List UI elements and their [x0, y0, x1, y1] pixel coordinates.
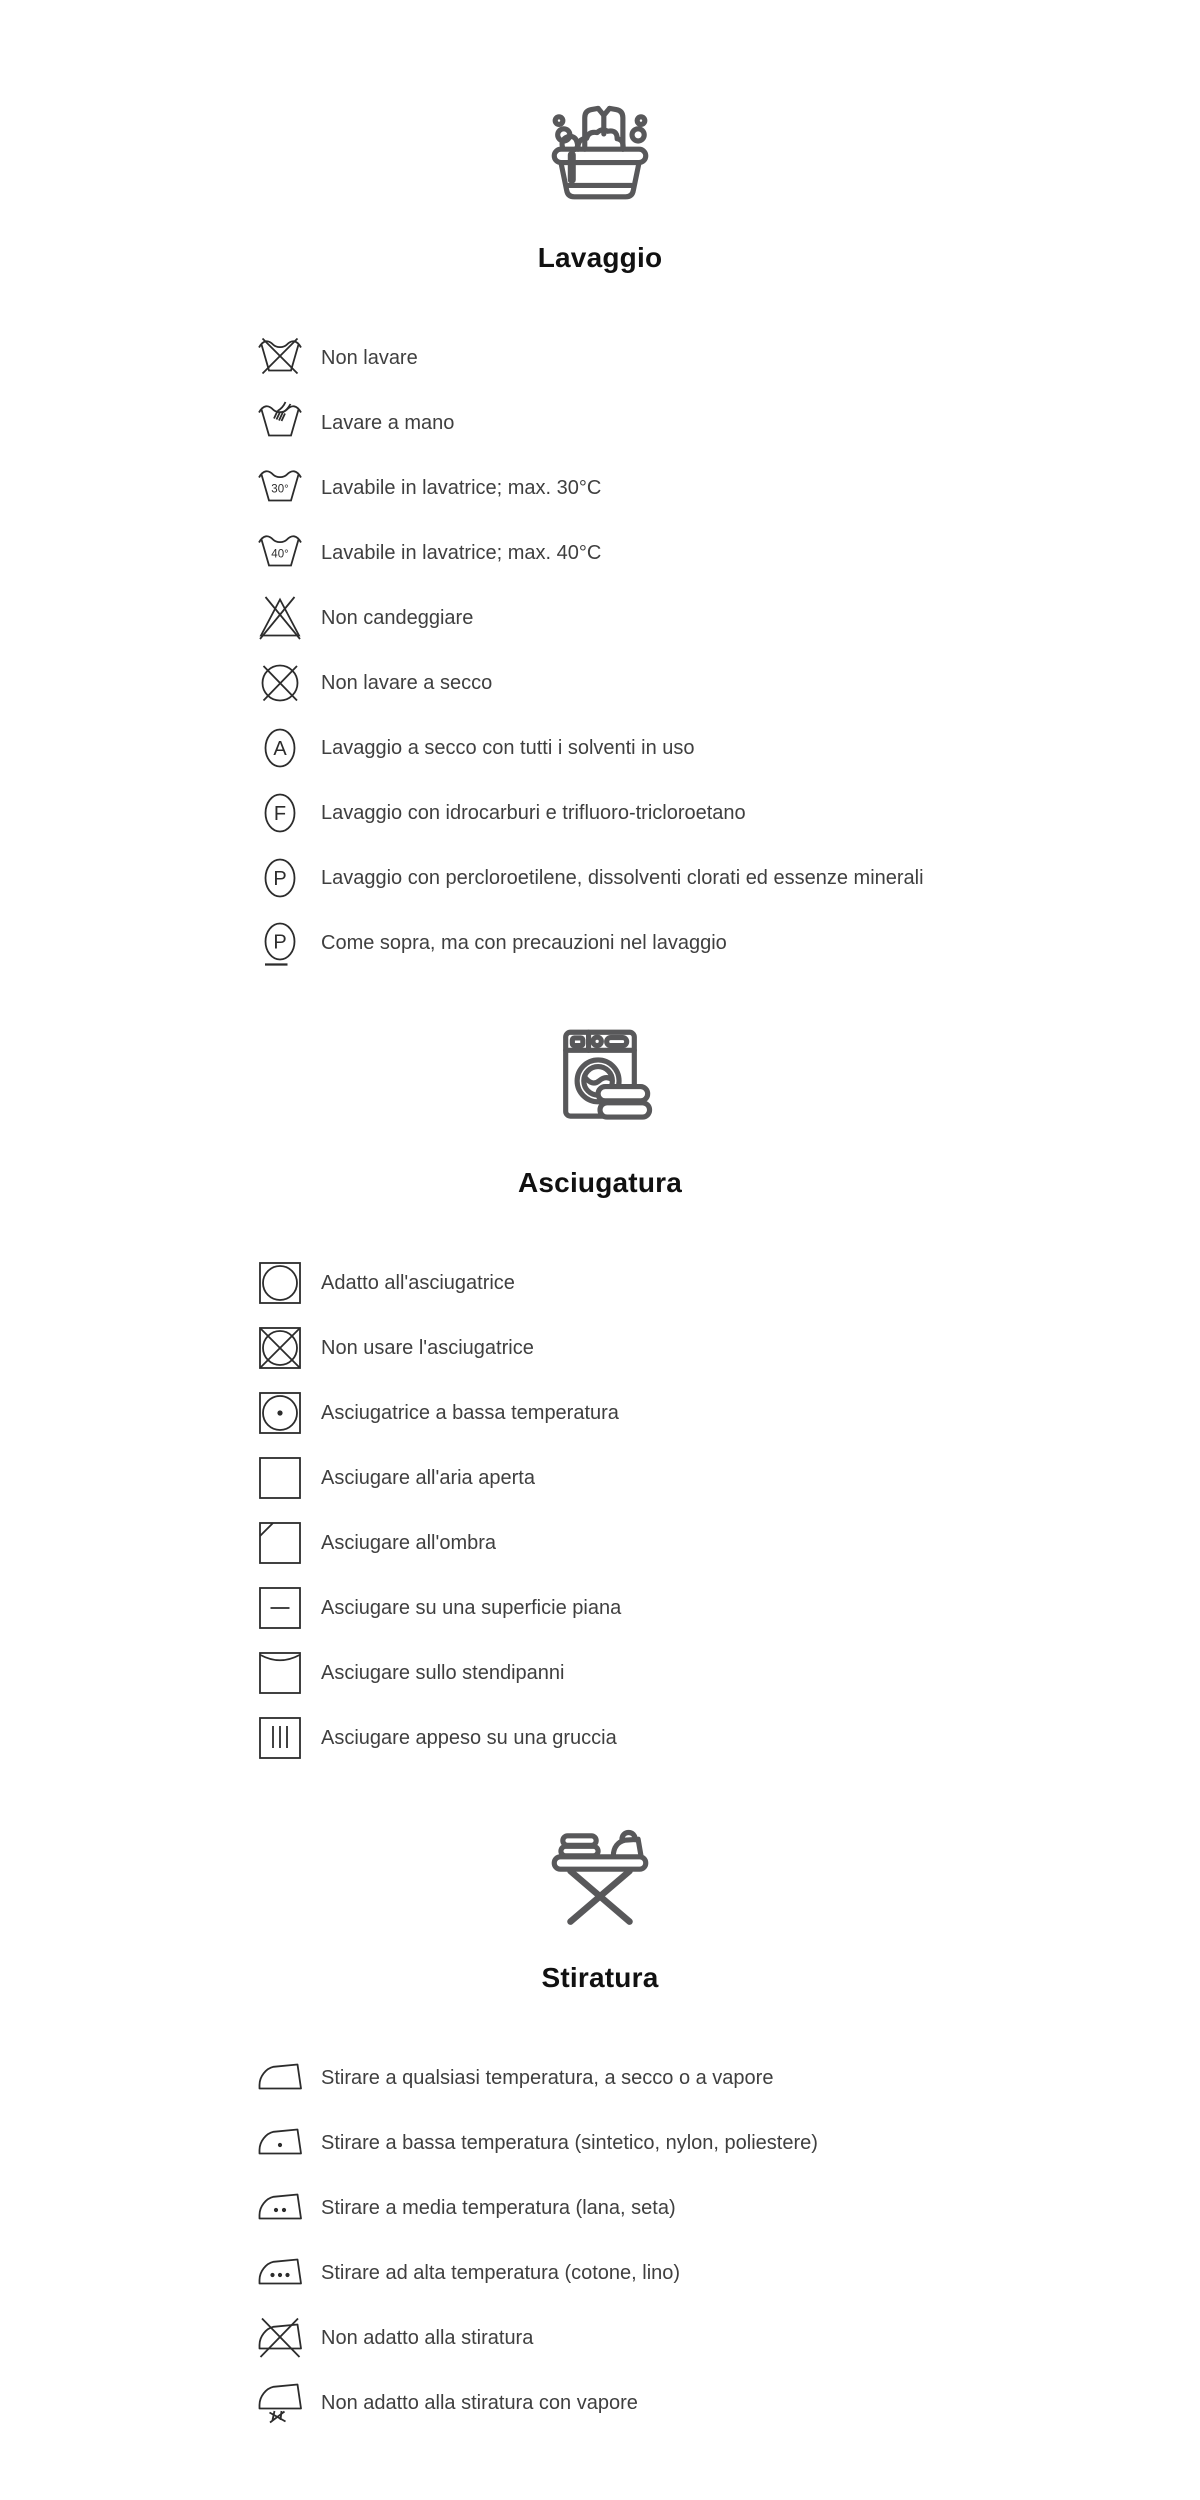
care-symbol-label: Non lavare a secco — [321, 672, 493, 694]
section-header — [250, 92, 950, 272]
care-symbol-row — [256, 854, 950, 902]
care-symbol-row — [256, 1389, 950, 1437]
dry-clean-perchloroethylene-mild-icon — [256, 919, 304, 967]
care-symbol-label: Asciugare all'aria aperta — [321, 1467, 535, 1489]
care-symbol-row — [256, 1714, 950, 1762]
care-symbol-row — [256, 1584, 950, 1632]
air-dry-icon — [256, 1454, 304, 1502]
section-title: Lavaggio — [537, 242, 663, 273]
do-not-tumble-dry-icon — [256, 1324, 304, 1372]
care-symbol-label: Asciugare su una superficie piana — [321, 1597, 622, 1619]
care-symbol-row — [256, 2249, 950, 2297]
care-symbol-label: Stirare a qualsiasi temperatura, a secco o a vapore — [321, 2067, 774, 2089]
care-symbol-label: Non usare l'asciugatrice — [321, 1337, 534, 1359]
care-symbol-row — [256, 2054, 950, 2102]
care-symbol-row — [256, 464, 950, 512]
iron-high-temp-icon — [256, 2249, 304, 2297]
care-symbol-label: Lavaggio con idrocarburi e trifluoro-tricloroetano — [321, 802, 746, 824]
do-not-wash-icon — [256, 334, 304, 382]
care-symbol-label: Asciugare appeso su una gruccia — [321, 1727, 617, 1749]
care-symbol-label: Stirare ad alta temperatura (cotone, lino) — [321, 2262, 681, 2284]
line-dry-icon — [256, 1649, 304, 1697]
care-symbol-label: Stirare a bassa temperatura (sintetico, nylon, poliestere) — [321, 2132, 818, 2154]
care-symbol-label: Asciugatrice a bassa temperatura — [321, 1402, 619, 1424]
svg-text:40°: 40° — [271, 548, 289, 561]
machine-wash-40-icon — [256, 529, 304, 577]
dry-clean-perchloroethylene-icon — [256, 854, 304, 902]
care-symbol-row — [256, 1454, 950, 1502]
section-header — [250, 1017, 950, 1197]
care-symbol-row — [256, 1324, 950, 1372]
dry-clean-any-solvent-icon — [256, 724, 304, 772]
care-symbol-label: Lavabile in lavatrice; max. 30°C — [321, 477, 602, 499]
section-title: Stiratura — [541, 1962, 659, 1993]
care-symbol-row — [256, 529, 950, 577]
care-symbol-row — [256, 724, 950, 772]
care-symbol-label: Adatto all'asciugatrice — [321, 1272, 515, 1294]
care-symbol-row — [256, 659, 950, 707]
hand-wash-icon — [256, 399, 304, 447]
care-symbol-row — [256, 2119, 950, 2167]
do-not-bleach-icon — [256, 594, 304, 642]
care-symbol-label: Non adatto alla stiratura con vapore — [321, 2392, 638, 2414]
svg-text:P: P — [273, 868, 287, 890]
ironing-symbol-list — [250, 2054, 950, 2427]
svg-text:30°: 30° — [271, 483, 289, 496]
iron-medium-temp-icon — [256, 2184, 304, 2232]
care-symbol-label: Non candeggiare — [321, 607, 474, 629]
care-symbol-label: Lavare a mano — [321, 412, 455, 434]
care-symbol-row — [256, 399, 950, 447]
svg-text:F: F — [273, 803, 287, 825]
iron-low-temp-icon — [256, 2119, 304, 2167]
care-symbol-label: Asciugare all'ombra — [321, 1532, 497, 1554]
section-asciugatura — [250, 1017, 950, 1762]
do-not-dry-clean-icon — [256, 659, 304, 707]
care-symbol-row — [256, 919, 950, 967]
section-lavaggio — [250, 92, 950, 967]
washing-symbol-list — [250, 334, 950, 967]
washing-basin-icon — [539, 92, 661, 214]
hang-dry-icon — [256, 1714, 304, 1762]
section-stiratura — [250, 1812, 950, 2427]
care-symbol-row — [256, 334, 950, 382]
dry-in-shade-icon — [256, 1519, 304, 1567]
care-symbol-row — [256, 2184, 950, 2232]
svg-text:A: A — [273, 738, 287, 760]
care-symbol-label: Non lavare — [321, 347, 418, 369]
machine-wash-30-icon — [256, 464, 304, 512]
svg-text:P: P — [273, 931, 287, 954]
tumble-dry-low-icon — [256, 1389, 304, 1437]
care-symbol-label: Stirare a media temperatura (lana, seta) — [321, 2197, 676, 2219]
drying-symbol-list — [250, 1259, 950, 1762]
care-symbol-label: Lavabile in lavatrice; max. 40°C — [321, 542, 602, 564]
section-title: Asciugatura — [517, 1167, 683, 1198]
care-symbol-row — [256, 594, 950, 642]
laundry-care-guide — [250, 0, 950, 2427]
care-symbol-row — [256, 1649, 950, 1697]
care-symbol-row — [256, 1519, 950, 1567]
dry-flat-icon — [256, 1584, 304, 1632]
section-header — [250, 1812, 950, 1992]
care-symbol-row — [256, 789, 950, 837]
care-symbol-label: Lavaggio con percloroetilene, dissolventi clorati ed essenze minerali — [321, 867, 924, 889]
care-symbol-row — [256, 1259, 950, 1307]
dry-clean-hydrocarbon-icon — [256, 789, 304, 837]
care-symbol-row — [256, 2314, 950, 2362]
care-symbol-label: Asciugare sullo stendipanni — [321, 1662, 565, 1684]
care-symbol-label: Come sopra, ma con precauzioni nel lavaggio — [321, 932, 727, 954]
do-not-steam-iron-icon — [256, 2379, 304, 2427]
tumble-dry-ok-icon — [256, 1259, 304, 1307]
ironing-board-icon — [539, 1812, 661, 1934]
dryer-machine-icon — [539, 1017, 661, 1139]
iron-any-temp-icon — [256, 2054, 304, 2102]
do-not-iron-icon — [256, 2314, 304, 2362]
care-symbol-row — [256, 2379, 950, 2427]
care-symbol-label: Lavaggio a secco con tutti i solventi in uso — [321, 737, 695, 759]
care-symbol-label: Non adatto alla stiratura — [321, 2327, 534, 2349]
